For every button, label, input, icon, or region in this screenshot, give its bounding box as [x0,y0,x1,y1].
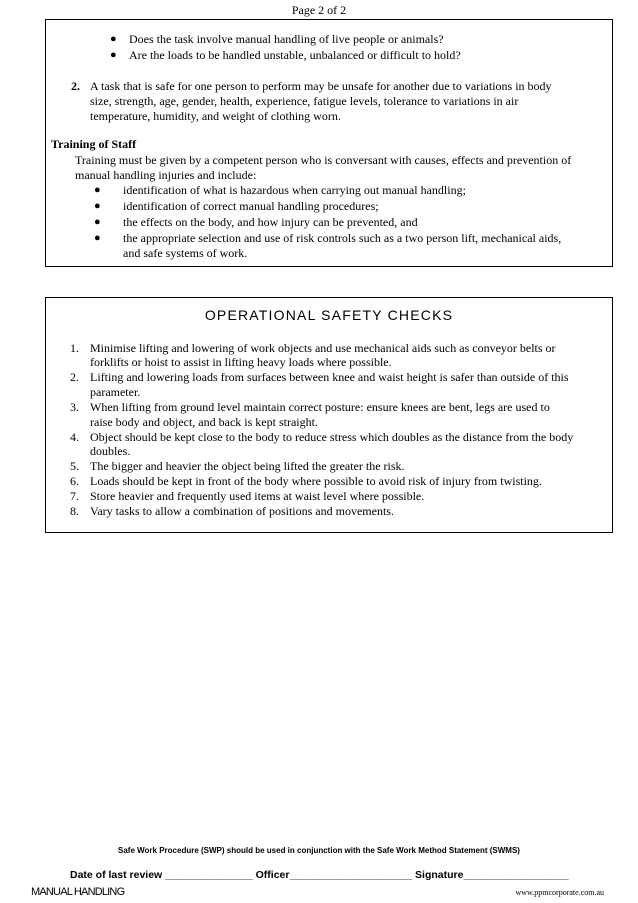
bullet-icon: ● [94,216,101,228]
website-url: www.ppmcorporate.com.au [515,888,604,897]
check-line: The bigger and heavier the object being lifted the greater the risk. [90,459,405,473]
check-number: 6. [70,474,79,488]
check-line: doubles. [90,444,131,458]
bullet-icon: ● [94,200,101,212]
bullet-icon: ● [110,49,117,61]
manual-handling-considerations-box [45,19,613,267]
check-line: When lifting from ground level maintain correct posture: ensure knees are bent, legs are used to [90,400,550,414]
check-number: 7. [70,489,79,503]
check-number: 5. [70,459,79,473]
check-line: Lifting and lowering loads from surfaces between knee and waist height is safer than outside of this [90,370,569,384]
check-line: Vary tasks to allow a combination of positions and movements. [90,504,394,518]
item-number: 2. [71,79,80,93]
review-signature-line: Date of last review _______________ Officer_____________________ Signature__________________ [70,869,569,881]
training-intro-line: manual handling injuries and include: [75,168,257,182]
training-intro-line: Training must be given by a competent person who is conversant with causes, effects and prevention of [75,153,572,167]
check-line: forklifts or hoist to assist in lifting heavy loads where possible. [90,355,392,369]
item-2-line: temperature, humidity, and weight of clothing worn. [90,109,341,123]
bullet-icon: ● [94,232,101,244]
training-bullet-text: identification of correct manual handling procedures; [123,199,379,213]
check-line: raise body and object, and back is kept straight. [90,415,318,429]
section-heading: OPERATIONAL SAFETY CHECKS [204,307,454,323]
training-bullet-text: the appropriate selection and use of risk controls such as a two person lift, mechanical aids, [123,231,562,245]
check-number: 2. [70,370,79,384]
check-line: Object should be kept close to the body to reduce stress which doubles as the distance from the body [90,430,574,444]
check-number: 1. [70,341,79,355]
training-bullet-text: and safe systems of work. [123,246,248,260]
check-number: 8. [70,504,79,518]
page-number: Page 2 of 2 [291,3,347,17]
check-line: Store heavier and frequently used items at waist level where possible. [90,489,425,503]
check-number: 3. [70,400,79,414]
bullet-icon: ● [110,33,117,45]
item-2-line: A task that is safe for one person to perform may be unsafe for another due to variations in body [90,79,552,93]
check-line: parameter. [90,385,141,399]
bullet-text: Does the task involve manual handling of live people or animals? [129,32,444,46]
check-number: 4. [70,430,79,444]
training-bullet-text: identification of what is hazardous when carrying out manual handling; [123,183,466,197]
footer-note: Safe Work Procedure (SWP) should be used in conjunction with the Safe Work Method Statement (SWMS) [118,846,520,855]
item-2-line: size, strength, age, gender, health, experience, fatigue levels, tolerance to variations in air [90,94,519,108]
bullet-text: Are the loads to be handled unstable, unbalanced or difficult to hold? [129,48,461,62]
check-line: Minimise lifting and lowering of work objects and use mechanical aids such as conveyor belts or [90,341,556,355]
operational-safety-checks-box [45,297,613,533]
training-bullet-text: the effects on the body, and how injury can be prevented, and [123,215,418,229]
bullet-icon: ● [94,184,101,196]
training-heading: Training of Staff [51,137,137,151]
check-line: Loads should be kept in front of the body where possible to avoid risk of injury from twisting. [90,474,542,488]
document-title: MANUAL HANDLING [31,886,125,898]
